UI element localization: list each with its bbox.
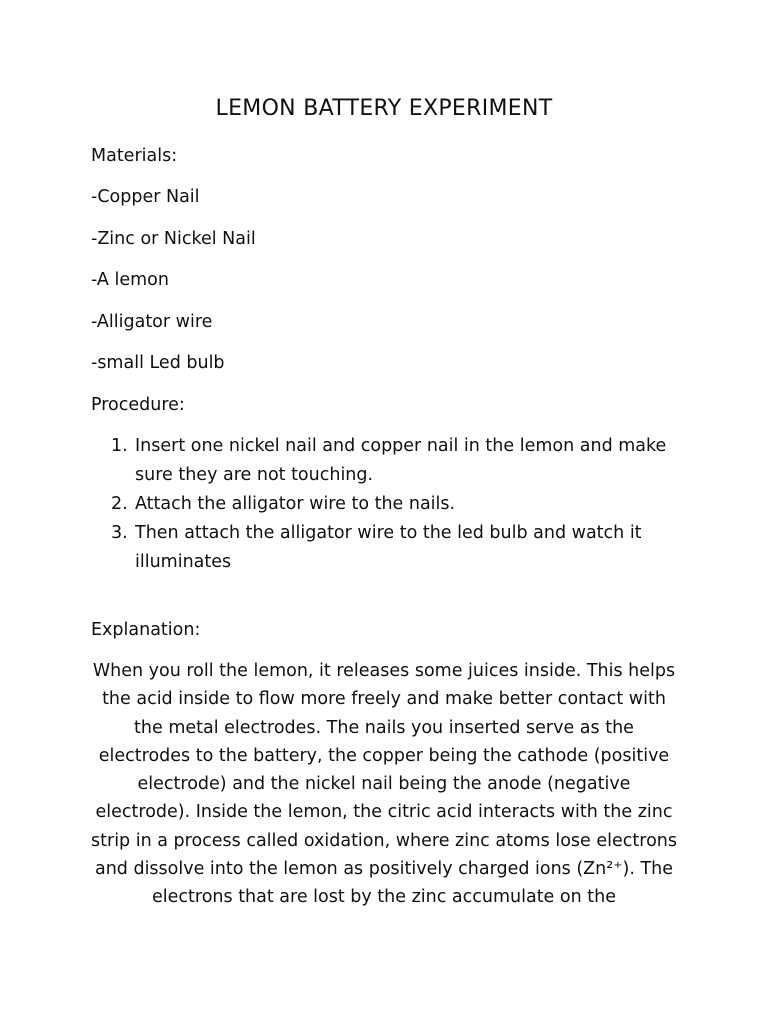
- step-number: 2.: [111, 494, 128, 514]
- procedure-list: [91, 432, 691, 577]
- material-item-zinc-nail: -Zinc or Nickel Nail: [91, 229, 256, 249]
- material-item-alligator-wire: -Alligator wire: [91, 312, 213, 332]
- procedure-step: [91, 519, 691, 577]
- materials-heading: Materials:: [91, 146, 178, 166]
- material-item-led-bulb: -small Led bulb: [91, 353, 225, 373]
- explanation-paragraph: When you roll the lemon, it releases some juices inside. This helps the acid inside to flow more freely and make better contact with the metal electrodes. The nails you inserted serve as the electrodes to the battery, the copper being the cathode (positive electrode) and the nickel nail being the anode (negative electrode). Inside the lemon, the citric acid interacts with the zinc strip in a process called oxidation, where zinc atoms lose electrons and dissolve into the lemon as positively charged ions (Zn²⁺). The electrons that are lost by the zinc accumulate on the: [91, 661, 677, 908]
- step-text: Attach the alligator wire to the nails.: [135, 494, 456, 514]
- step-text: Insert one nickel nail and copper nail in the lemon and make sure they are not touching.: [135, 436, 667, 485]
- material-item-lemon: -A lemon: [91, 270, 169, 290]
- document-title: LEMON BATTERY EXPERIMENT: [215, 96, 553, 121]
- step-text: Then attach the alligator wire to the led bulb and watch it illuminates: [135, 523, 642, 572]
- procedure-step: [91, 490, 691, 519]
- procedure-heading: Procedure:: [91, 395, 185, 415]
- step-number: 1.: [111, 436, 128, 456]
- procedure-step: [91, 432, 691, 490]
- material-item-copper-nail: -Copper Nail: [91, 187, 200, 207]
- explanation-heading: Explanation:: [91, 620, 201, 640]
- step-number: 3.: [111, 523, 128, 543]
